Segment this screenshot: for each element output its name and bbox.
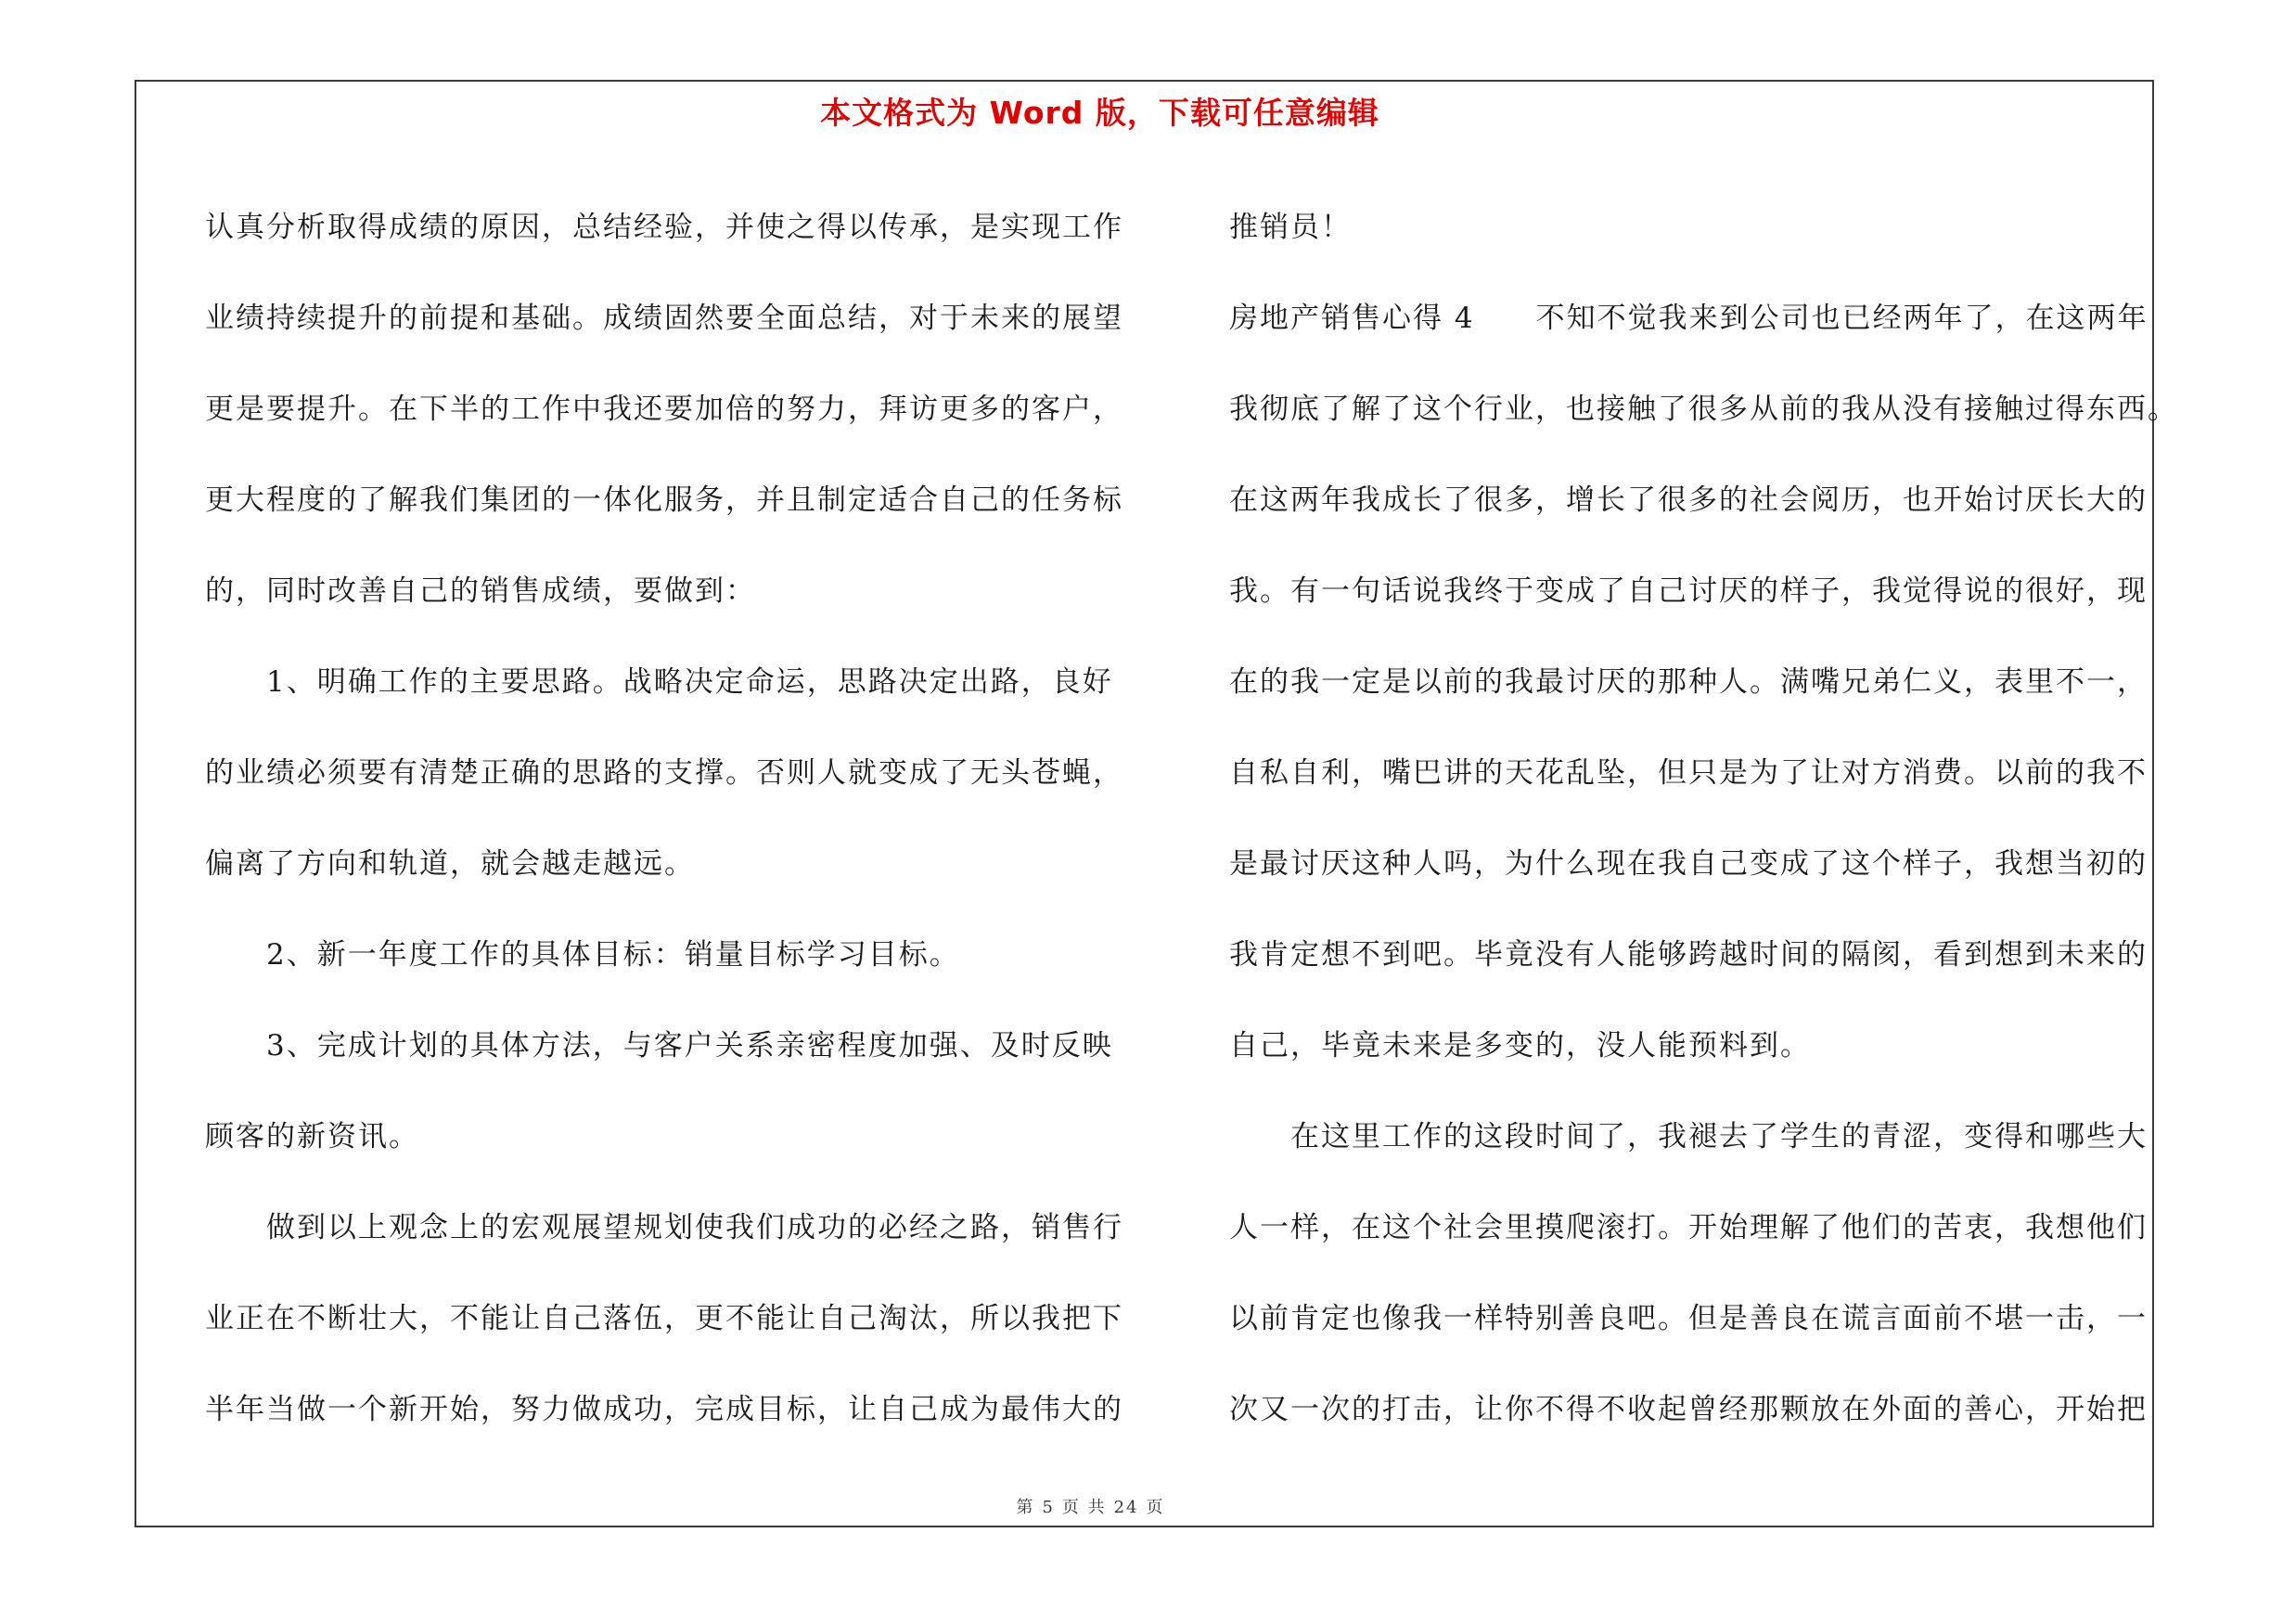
text-line: 我彻底了解了这个行业，也接触了很多从前的我从没有接触过得东西。 xyxy=(1229,393,2178,426)
text-line: 更大程度的了解我们集团的一体化服务，并且制定适合自己的任务标 xyxy=(205,483,1123,517)
right-text-column xyxy=(1229,182,2203,1455)
left-text-column xyxy=(205,182,1151,1455)
text-line: 业绩持续提升的前提和基础。成绩固然要全面总结，对于未来的展望 xyxy=(205,302,1123,335)
text-line: 自己，毕竟未来是多变的，没人能预料到。 xyxy=(1229,1029,1811,1063)
text-line: 我肯定想不到吧。毕竟没有人能够跨越时间的隔阂，看到想到未来的 xyxy=(1229,938,2148,972)
footer-prefix: 第 xyxy=(1016,1498,1035,1517)
text-line: 推销员！ xyxy=(1229,211,1352,244)
text-line: 房地产销售心得 4 不知不觉我来到公司也已经两年了，在这两年 xyxy=(1229,302,2148,335)
footer-middle: 页 共 xyxy=(1061,1498,1107,1517)
text-line: 人一样，在这个社会里摸爬滚打。开始理解了他们的苦衷，我想他们 xyxy=(1229,1211,2148,1244)
text-line: 做到以上观念上的宏观展望规划使我们成功的必经之路，销售行 xyxy=(266,1211,1123,1244)
text-line: 的业绩必须要有清楚正确的思路的支撑。否则人就变成了无头苍蝇， xyxy=(205,756,1123,790)
text-line: 我。有一句话说我终于变成了自己讨厌的样子，我觉得说的很好，现 xyxy=(1229,574,2148,608)
footer-total-pages: 24 xyxy=(1113,1498,1139,1517)
text-line: 2、新一年度工作的具体目标：销量目标学习目标。 xyxy=(266,938,960,972)
text-line: 的，同时改善自己的销售成绩，要做到： xyxy=(205,574,756,608)
text-line: 在的我一定是以前的我最讨厌的那种人。满嘴兄弟仁义，表里不一， xyxy=(1229,665,2148,699)
text-line: 3、完成计划的具体方法，与客户关系亲密程度加强、及时反映 xyxy=(266,1029,1113,1063)
word-format-banner: 本文格式为 Word 版，下载可任意编辑 xyxy=(820,95,1379,131)
text-line: 更是要提升。在下半的工作中我还要加倍的努力，拜访更多的客户， xyxy=(205,393,1123,426)
text-line: 半年当做一个新开始，努力做成功，完成目标，让自己成为最伟大的 xyxy=(205,1393,1123,1426)
text-line: 1、明确工作的主要思路。战略决定命运，思路决定出路，良好 xyxy=(266,665,1113,699)
text-line: 次又一次的打击，让你不得不收起曾经那颗放在外面的善心，开始把 xyxy=(1229,1393,2148,1426)
text-line: 偏离了方向和轨道，就会越走越远。 xyxy=(205,847,695,881)
text-line: 在这里工作的这段时间了，我褪去了学生的青涩，变得和哪些大 xyxy=(1290,1120,2148,1153)
text-line: 业正在不断壮大，不能让自己落伍，更不能让自己淘汰，所以我把下 xyxy=(205,1302,1123,1335)
text-line: 在这两年我成长了很多，增长了很多的社会阅历，也开始讨厌长大的 xyxy=(1229,483,2148,517)
text-line: 是最讨厌这种人吗，为什么现在我自己变成了这个样子，我想当初的 xyxy=(1229,847,2148,881)
text-line: 自私自利，嘴巴讲的天花乱坠，但只是为了让对方消费。以前的我不 xyxy=(1229,756,2148,790)
text-line: 认真分析取得成绩的原因，总结经验，并使之得以传承，是实现工作 xyxy=(205,211,1123,244)
text-line: 以前肯定也像我一样特别善良吧。但是善良在谎言面前不堪一击，一 xyxy=(1229,1302,2148,1335)
page-footer xyxy=(0,1494,2238,1518)
footer-page-number: 5 xyxy=(1042,1498,1055,1517)
text-line: 顾客的新资讯。 xyxy=(205,1120,419,1153)
footer-suffix: 页 xyxy=(1146,1498,1165,1517)
